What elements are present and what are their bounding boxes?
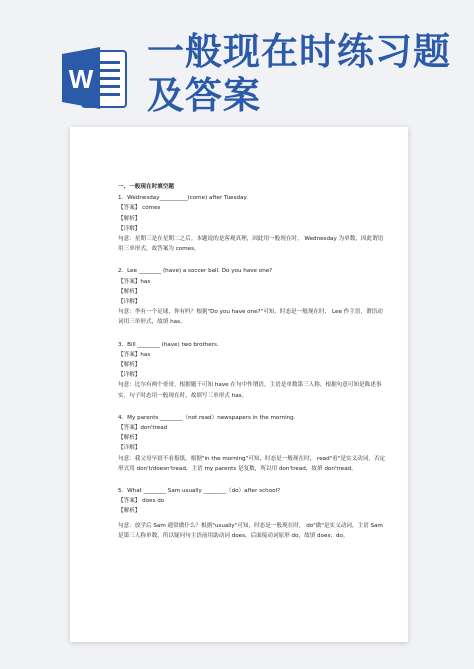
analysis-label: 【解析】 xyxy=(118,215,141,222)
document-title xyxy=(147,30,467,118)
question-text: 2．Lee ________ (have) a soccer ball. Do you have one? xyxy=(118,268,273,275)
question-text: 1．Wednesday__________(come) after Tuesday. xyxy=(118,195,248,202)
analysis-label: 【解析】 xyxy=(118,362,141,369)
detail-text: 句意：我父母早晨不看报纸。根据"in the morning"可知，时态是一般现在时， read"看"是实义动词，否定形式用 don't/doesn'tread，主语 my parents 是复数，所以用 don'tread，故填 don'tread。 xyxy=(118,455,386,472)
question-block-5 xyxy=(118,486,386,541)
question-block-1 xyxy=(118,193,386,254)
analysis-label: 【解析】 xyxy=(118,508,141,515)
document-page xyxy=(70,127,408,642)
answer-text: 【答案】has xyxy=(118,278,151,285)
answer-text: 【答案】has xyxy=(118,351,151,358)
detail-label: 【详解】 xyxy=(118,445,141,452)
document-content xyxy=(118,182,386,541)
title-line-1: 一般现在时练习题 xyxy=(147,30,451,73)
detail-text: 句意：比尔有两个哥哥。根据题干可知 have 在句中作谓语，主语是单数第三人称，根据句意可知是陈述事实，句子时态用一般现在时，故填写三单形式 has。 xyxy=(118,382,382,399)
word-app-icon xyxy=(60,45,130,111)
detail-label: 【详解】 xyxy=(118,299,141,306)
analysis-label: 【解析】 xyxy=(118,288,141,295)
logo-letter: W xyxy=(68,64,94,94)
analysis-label: 【解析】 xyxy=(118,435,141,442)
detail-label: 【详解】 xyxy=(118,372,141,379)
detail-text: 句意：星期三是在星期二之后。本题说的是客观真理，因此用一般现在时。 Wednesday 为单数，因此谓语用三单形式，故答案为 comes。 xyxy=(118,236,384,253)
question-text: 5．What ________ Sam usually ________（do）after school? xyxy=(118,488,281,495)
answer-text: 【答案】don'tread xyxy=(118,425,168,432)
section-title: 一、一般现在时填空题 xyxy=(118,184,174,190)
detail-label: 【详解】 xyxy=(118,225,141,232)
watermark xyxy=(78,196,92,212)
question-block-2 xyxy=(118,266,386,327)
question-text: 3．Bill ________ (have) two brothers. xyxy=(118,341,219,348)
detail-text: 句意：李有一个足球，你有吗？根据"Do you have one?"可知，时态是一般现在时， Lee 作主语，谓语动词用三单形式，故填 has。 xyxy=(118,309,383,326)
detail-text: 句意：放学后 Sam 通常做什么？根据"usually"可知，时态是一般现在时， do"做"是实义动词，主语 Sam 是第三人称单数，所以疑问句主语前用助动词 does，后面接动词原形 do，故填 does；do。 xyxy=(118,522,383,539)
answer-text: 【答案】 does do xyxy=(118,498,165,505)
question-block-4 xyxy=(118,413,386,474)
question-block-3 xyxy=(118,340,386,401)
title-line-2: 及答案 xyxy=(147,74,261,117)
page-header xyxy=(0,0,474,120)
answer-text: 【答案】 comes xyxy=(118,205,161,212)
question-text: 4．My parents ________（not read）newspapers in the morning. xyxy=(118,414,296,421)
